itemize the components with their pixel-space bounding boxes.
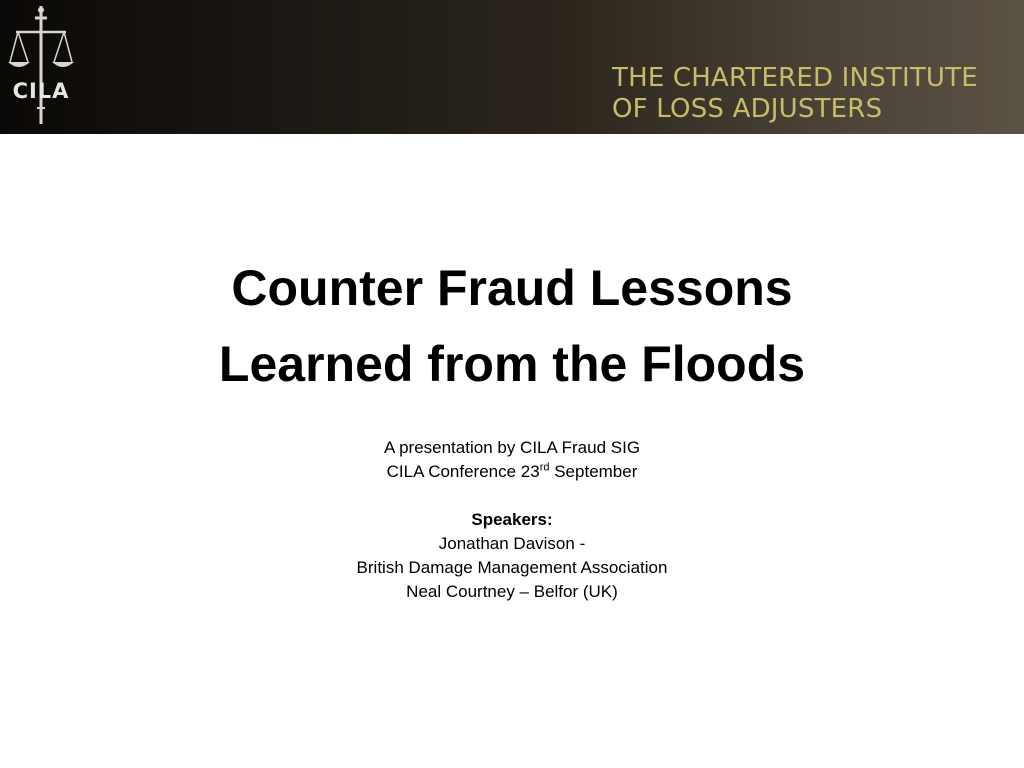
slide-subtitle [0, 436, 1024, 604]
title-line-1: Counter Fraud Lessons [231, 260, 793, 316]
spacer [0, 484, 1024, 508]
header-banner [0, 0, 1024, 134]
title-line-2: Learned from the Floods [218, 336, 806, 392]
scales-sword-icon [6, 4, 76, 128]
cila-logo [6, 4, 76, 128]
institute-name-line1: THE CHARTERED INSTITUTE [612, 63, 978, 93]
speaker-1-org: British Damage Management Association [356, 558, 668, 577]
presenter-line: A presentation by CILA Fraud SIG [383, 438, 641, 457]
conference-suffix: September [549, 462, 638, 481]
institute-name [612, 63, 978, 125]
speaker-1: Jonathan Davison - [438, 534, 586, 553]
institute-name-line2: OF LOSS ADJUSTERS [612, 94, 883, 124]
speaker-2: Neal Courtney – Belfor (UK) [406, 582, 618, 601]
conference-prefix: CILA Conference 23 [386, 462, 540, 481]
speakers-heading: Speakers: [471, 510, 553, 529]
logo-text: CILA [12, 79, 70, 103]
slide-title [0, 250, 1024, 402]
conference-line [0, 460, 1024, 484]
conference-ordinal: rd [539, 461, 550, 474]
